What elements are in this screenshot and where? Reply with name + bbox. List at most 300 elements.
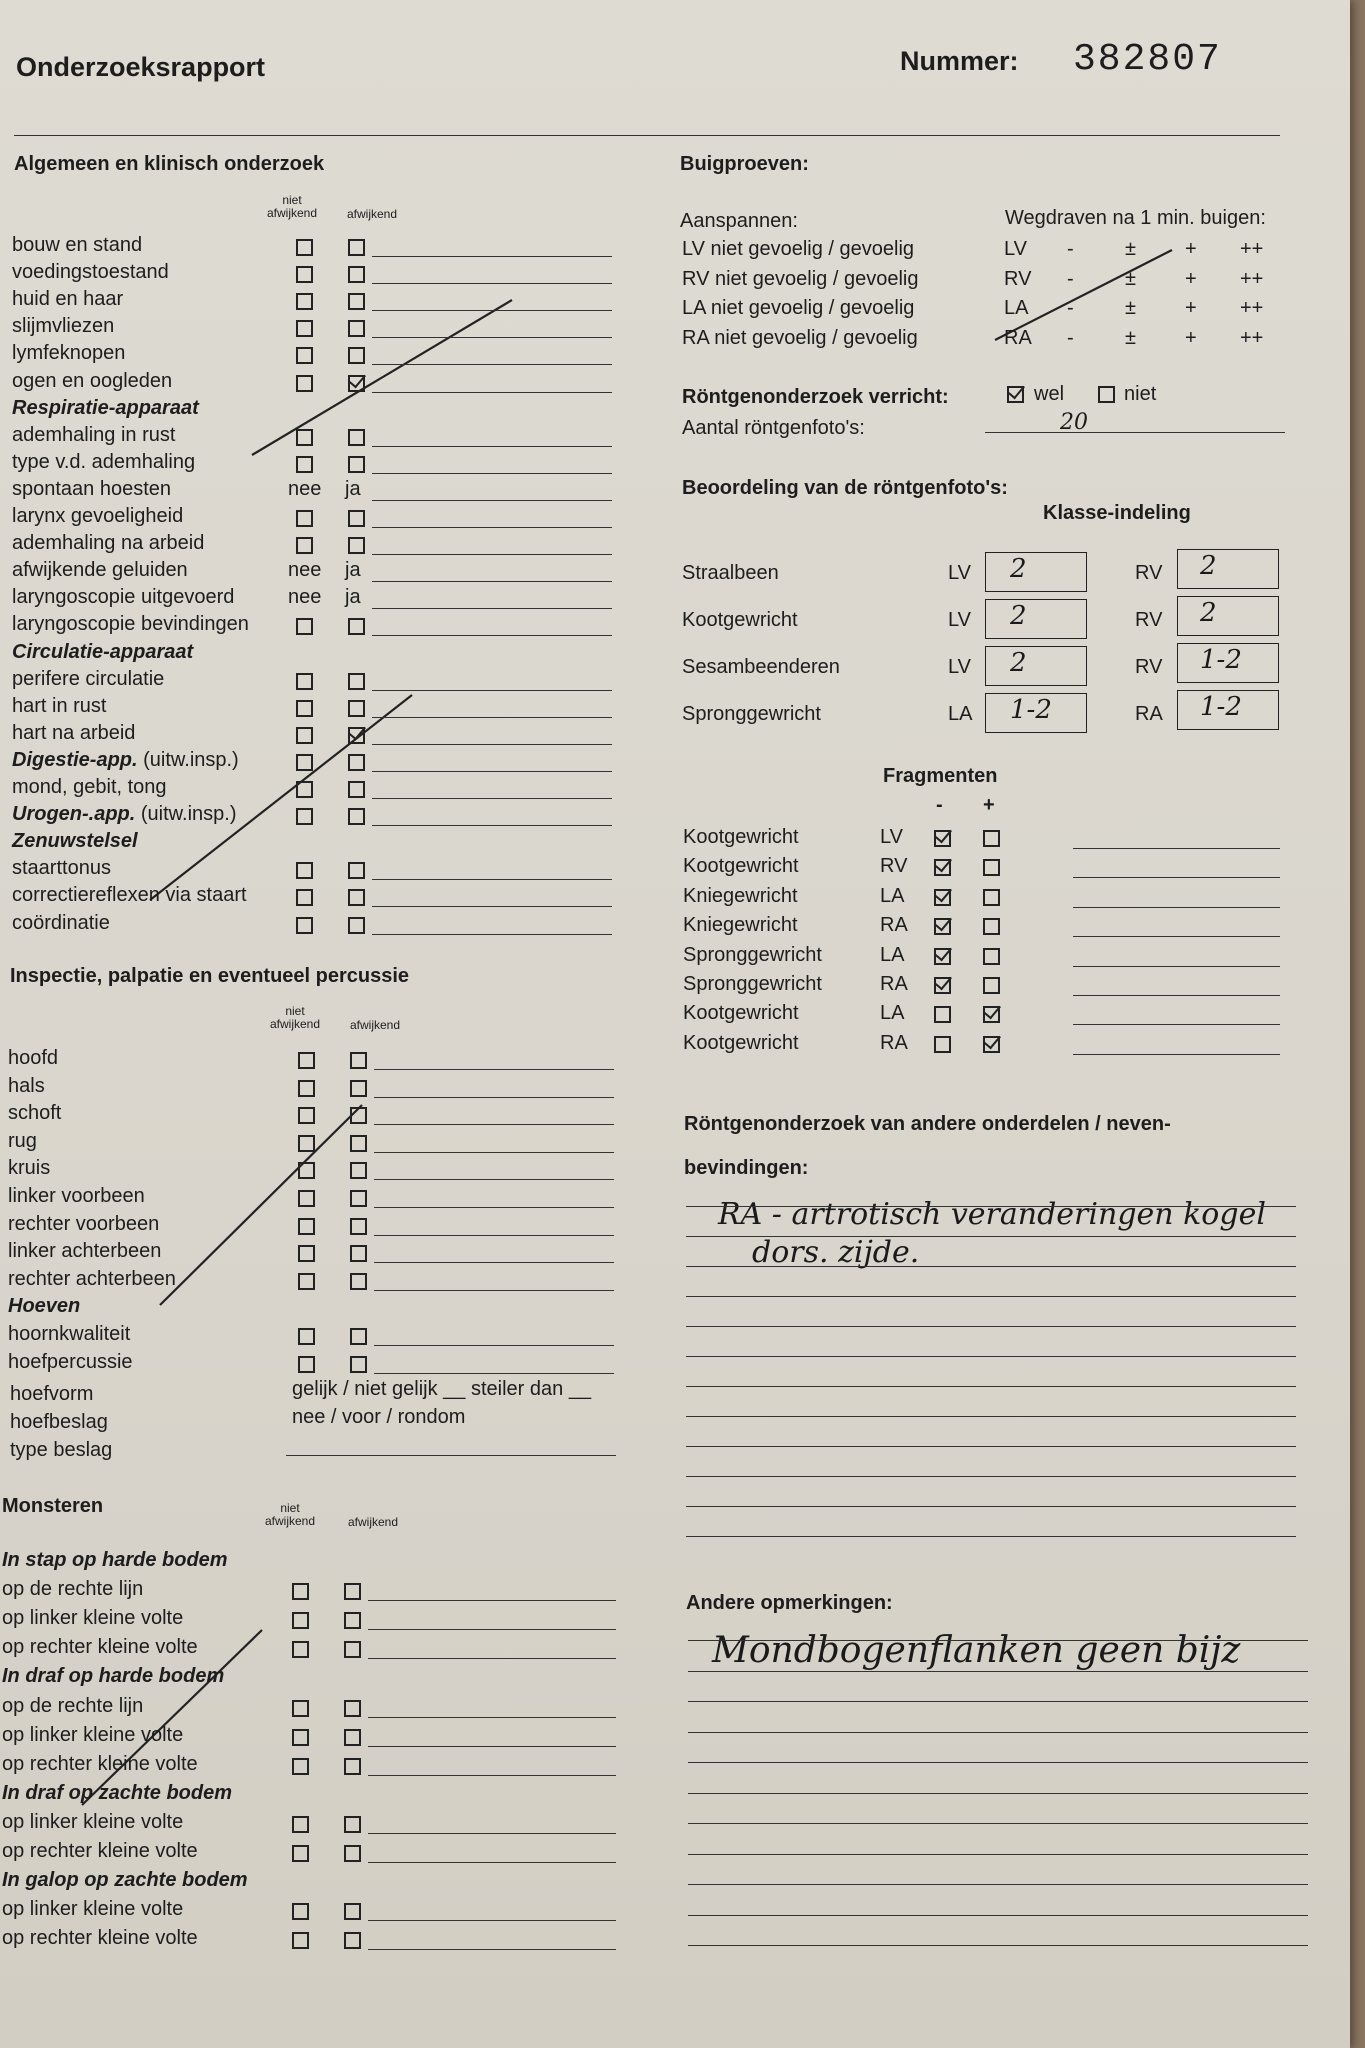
klasse-title: Klasse-indeling xyxy=(1043,502,1191,524)
aantal-label: Aantal röntgenfoto's: xyxy=(682,417,865,439)
checkbox-afwijkend[interactable] xyxy=(350,1190,367,1207)
crossout-stroke-3 xyxy=(160,1105,362,1305)
nee-option[interactable]: nee xyxy=(288,586,322,609)
klasse-left-value: 1-2 xyxy=(1010,695,1052,725)
checkbox-niet-afwijkend[interactable] xyxy=(298,1328,315,1345)
section-inspectie-title: Inspectie, palpatie en eventueel percussie xyxy=(10,965,410,987)
group-suffix: (uitw.insp.) xyxy=(135,803,237,826)
checkbox-afwijkend[interactable] xyxy=(350,1107,367,1124)
fill-line xyxy=(368,1629,616,1630)
frag-plus-header: + xyxy=(983,794,995,816)
frag-row-label: Kootgewricht xyxy=(683,1031,799,1054)
fragmenten-title: Fragmenten xyxy=(883,765,998,787)
frag-leg: RA xyxy=(880,914,908,937)
col-afwijkend-2: afwijkend xyxy=(349,1018,401,1032)
fill-line xyxy=(372,392,612,393)
fill-line xyxy=(372,581,612,582)
frag-leg: LV xyxy=(880,826,903,848)
wel-label: wel xyxy=(1034,383,1065,405)
frag-leg: RA xyxy=(880,1031,908,1054)
crossout-stroke-1 xyxy=(252,300,512,455)
buig-scale-option[interactable]: + xyxy=(1185,238,1197,260)
note-line xyxy=(686,1386,1296,1387)
checkbox-niet-afwijkend[interactable] xyxy=(298,1080,315,1097)
frag-row-label: Spronggewricht xyxy=(683,943,822,966)
checkbox-niet-afwijkend[interactable] xyxy=(296,781,313,798)
klasse-left-value: 2 xyxy=(1010,648,1027,678)
checkbox-niet-afwijkend[interactable] xyxy=(296,917,313,934)
checkbox-afwijkend[interactable] xyxy=(348,320,365,337)
ja-option[interactable]: ja xyxy=(345,586,361,609)
checkbox-niet-afwijkend[interactable] xyxy=(296,618,313,635)
frag-leg: LA xyxy=(880,943,905,966)
checkbox-niet-afwijkend[interactable] xyxy=(292,1641,309,1658)
fill-line xyxy=(368,1833,616,1834)
fill-line xyxy=(372,934,612,935)
fill-line xyxy=(374,1262,614,1263)
klasse-left-leg: LV xyxy=(948,609,971,631)
row-label-ademhaling-in-rust: ademhaling in rust xyxy=(12,423,176,446)
note-line xyxy=(688,1823,1308,1824)
section-algemeen-title: Algemeen en klinisch onderzoek xyxy=(14,153,325,175)
buig-scale-option[interactable]: - xyxy=(1067,297,1074,319)
col-niet-text: niet xyxy=(282,193,302,207)
fill-line xyxy=(368,1862,616,1863)
checkbox-afwijkend[interactable] xyxy=(348,375,365,392)
note-line xyxy=(688,1671,1308,1672)
checkbox-niet-afwijkend[interactable] xyxy=(292,1583,309,1600)
fill-line xyxy=(372,527,612,528)
col-niet-text-3: niet xyxy=(280,1501,300,1515)
checkbox-afwijkend[interactable] xyxy=(344,1932,361,1949)
checkbox-afwijkend[interactable] xyxy=(344,1845,361,1862)
fill-line xyxy=(374,1097,614,1098)
fill-line xyxy=(372,608,612,609)
frag-row-label: Kniegewricht xyxy=(683,884,798,907)
checkbox-niet-afwijkend[interactable] xyxy=(298,1356,315,1373)
row-label-hoornkwaliteit: hoornkwaliteit xyxy=(8,1323,131,1345)
checkbox-afwijkend[interactable] xyxy=(348,808,365,825)
group-in-draf-op-harde-bodem: In draf op harde bodem xyxy=(2,1665,225,1688)
niet-label: niet xyxy=(1124,383,1157,405)
fill-line xyxy=(372,446,612,447)
row-label-lymfeknopen: lymfeknopen xyxy=(12,342,126,365)
fill-line xyxy=(374,1069,614,1070)
checkbox-afwijkend[interactable] xyxy=(344,1729,361,1746)
checkbox-niet-afwijkend[interactable] xyxy=(292,1903,309,1920)
buig-scale-option[interactable]: ± xyxy=(1125,238,1136,260)
fill-line xyxy=(372,500,612,501)
buig-scale-option[interactable]: ± xyxy=(1125,297,1136,319)
row-label-ogen-en-oogleden: ogen en oogleden xyxy=(12,369,173,392)
row-label-laryngoscopie-uitgevoerd: laryngoscopie uitgevoerd xyxy=(12,586,235,609)
andere-title-1: Röntgenonderzoek van andere onderdelen / neven- xyxy=(684,1113,1171,1135)
nee-option[interactable]: nee xyxy=(288,559,322,582)
hoefvorm-value: gelijk / niet gelijk __ steiler dan __ xyxy=(292,1378,592,1400)
buig-scale-option[interactable]: ± xyxy=(1125,267,1136,290)
note-line xyxy=(686,1296,1296,1297)
checkbox-afwijkend[interactable] xyxy=(344,1758,361,1775)
checkbox-niet-afwijkend[interactable] xyxy=(296,320,313,337)
fill-line xyxy=(372,635,612,636)
row-label-op-rechter-kleine-volte: op rechter kleine volte xyxy=(2,1752,198,1775)
checkbox-niet-afwijkend[interactable] xyxy=(296,375,313,392)
checkbox-afwijkend[interactable] xyxy=(348,537,365,554)
row-label-correctiereflexen-via-staart: correctiereflexen via staart xyxy=(12,884,247,907)
checkbox-niet-afwijkend[interactable] xyxy=(292,1729,309,1746)
checkbox-niet-afwijkend[interactable] xyxy=(296,673,313,690)
checkbox-afwijkend[interactable] xyxy=(348,700,365,717)
checkbox-afwijkend[interactable] xyxy=(350,1356,367,1373)
klasse-right-leg: RV xyxy=(1135,562,1163,584)
checkbox-afwijkend[interactable] xyxy=(344,1816,361,1833)
klasse-row-label: Straalbeen xyxy=(682,562,779,584)
checkbox-niet-afwijkend[interactable] xyxy=(296,862,313,879)
buig-leg: RA xyxy=(1004,326,1032,349)
klasse-left-value: 2 xyxy=(1010,554,1027,584)
checkbox-afwijkend[interactable] xyxy=(350,1080,367,1097)
klasse-left-box[interactable] xyxy=(985,646,1087,686)
checkbox-afwijkend[interactable] xyxy=(350,1328,367,1345)
checkbox-afwijkend[interactable] xyxy=(344,1641,361,1658)
frag-plus-checkbox[interactable] xyxy=(983,859,1000,876)
note-line xyxy=(686,1416,1296,1417)
klasse-right-box[interactable] xyxy=(1177,596,1279,636)
row-label-mond-gebit-tong: mond, gebit, tong xyxy=(12,776,167,798)
row-label-bouw-en-stand: bouw en stand xyxy=(12,234,143,256)
klasse-right-value: 1-2 xyxy=(1200,692,1242,722)
checkbox-niet-afwijkend[interactable] xyxy=(298,1245,315,1262)
checkbox-afwijkend[interactable] xyxy=(348,781,365,798)
checkbox-niet-afwijkend[interactable] xyxy=(298,1162,315,1179)
group-in-draf-op-zachte-bodem: In draf op zachte bodem xyxy=(2,1781,233,1804)
row-label-slijmvliezen: slijmvliezen xyxy=(12,315,115,338)
frag-plus-checkbox[interactable] xyxy=(983,977,1000,994)
buig-leg: LA xyxy=(1004,297,1029,319)
frag-plus-checkbox[interactable] xyxy=(983,948,1000,965)
fill-line xyxy=(374,1207,614,1208)
buigproeven-title: Buigproeven: xyxy=(680,153,809,175)
checkbox-niet-afwijkend[interactable] xyxy=(292,1758,309,1775)
andere-title-2: bevindingen: xyxy=(684,1157,809,1179)
checkbox-niet-afwijkend[interactable] xyxy=(296,727,313,744)
fill-line xyxy=(374,1290,614,1291)
checkbox-niet-afwijkend[interactable] xyxy=(298,1135,315,1152)
klasse-row-label: Sesambeenderen xyxy=(682,656,840,678)
ja-option[interactable]: ja xyxy=(345,559,361,582)
checkbox-niet-afwijkend[interactable] xyxy=(296,889,313,906)
checkbox-niet-afwijkend[interactable] xyxy=(298,1190,315,1207)
hoefbeslag-label: hoefbeslag xyxy=(10,1411,108,1433)
fill-line xyxy=(368,1658,616,1659)
aantal-value: 20 xyxy=(1060,410,1088,435)
opmerkingen-handwriting: Mondbogenflanken geen bijz xyxy=(712,1630,1241,1671)
checkbox-niet-afwijkend[interactable] xyxy=(296,537,313,554)
checkbox-afwijkend[interactable] xyxy=(348,239,365,256)
group-circulatie-apparaat: Circulatie-apparaat xyxy=(12,640,194,663)
hoefbeslag-value: nee / voor / rondom xyxy=(292,1406,466,1428)
checkbox-afwijkend[interactable] xyxy=(348,456,365,473)
note-line xyxy=(686,1206,1296,1207)
fill-line xyxy=(372,310,612,311)
row-label-schoft: schoft xyxy=(8,1102,62,1125)
opmerkingen-title: Andere opmerkingen: xyxy=(686,1592,893,1614)
frag-minus-checkbox[interactable] xyxy=(934,859,951,876)
fill-line xyxy=(372,798,612,799)
note-line xyxy=(686,1446,1296,1447)
klasse-row-label: Kootgewricht xyxy=(682,609,798,631)
group-label: Urogen-.app. xyxy=(12,803,136,826)
frag-minus-checkbox[interactable] xyxy=(934,830,951,847)
checkbox-afwijkend[interactable] xyxy=(344,1612,361,1629)
note-line xyxy=(688,1762,1308,1763)
checkbox-afwijkend[interactable] xyxy=(350,1273,367,1290)
buig-scale-option[interactable]: + xyxy=(1185,326,1197,349)
row-label-laryngoscopie-bevindingen: laryngoscopie bevindingen xyxy=(12,613,249,636)
group-urogen-app xyxy=(12,803,237,826)
checkbox-afwijkend[interactable] xyxy=(350,1135,367,1152)
row-label-op-rechter-kleine-volte: op rechter kleine volte xyxy=(2,1840,198,1862)
row-label-co-rdinatie: coördinatie xyxy=(12,911,110,934)
checkbox-niet-afwijkend[interactable] xyxy=(298,1052,315,1069)
fill-line xyxy=(368,1600,616,1601)
klasse-right-leg: RA xyxy=(1135,703,1163,725)
frag-minus-checkbox[interactable] xyxy=(934,1006,951,1023)
klasse-right-leg: RV xyxy=(1135,656,1163,678)
buig-scale-option[interactable]: ± xyxy=(1125,326,1136,349)
buig-row-label: LA niet gevoelig / gevoelig xyxy=(682,297,915,319)
checkbox-afwijkend[interactable] xyxy=(348,673,365,690)
note-line xyxy=(686,1326,1296,1327)
note-line xyxy=(686,1236,1296,1237)
checkbox-niet-afwijkend[interactable] xyxy=(298,1273,315,1290)
group-in-stap-op-harde-bodem: In stap op harde bodem xyxy=(2,1549,228,1571)
row-label-linker-voorbeen: linker voorbeen xyxy=(8,1185,145,1207)
buig-scale-option[interactable]: + xyxy=(1185,267,1197,290)
aanspannen-label: Aanspannen: xyxy=(680,210,798,232)
klasse-left-leg: LV xyxy=(948,656,971,678)
frag-plus-checkbox[interactable] xyxy=(983,918,1000,935)
row-label-staarttonus: staarttonus xyxy=(12,857,111,880)
frag-plus-checkbox[interactable] xyxy=(983,1036,1000,1053)
row-label-op-linker-kleine-volte: op linker kleine volte xyxy=(2,1607,184,1630)
report-number: 382807 xyxy=(1073,38,1222,81)
report-title: Onderzoeksrapport xyxy=(16,52,266,82)
number-label: Nummer: xyxy=(900,46,1019,76)
checkbox-afwijkend[interactable] xyxy=(350,1245,367,1262)
fill-line xyxy=(372,717,612,718)
row-label-afwijkende-geluiden: afwijkende geluiden xyxy=(12,559,188,582)
hoefvorm-label: hoefvorm xyxy=(10,1383,94,1405)
frag-minus-checkbox[interactable] xyxy=(934,977,951,994)
note-line xyxy=(688,1854,1308,1855)
checkbox-niet-afwijkend[interactable] xyxy=(296,510,313,527)
checkbox-niet-afwijkend[interactable] xyxy=(296,293,313,310)
row-label-hart-na-arbeid: hart na arbeid xyxy=(12,721,136,744)
col-afwijkend-3: afwijkend xyxy=(347,1515,399,1529)
frag-line xyxy=(1073,1024,1280,1025)
buig-row-label: RA niet gevoelig / gevoelig xyxy=(682,326,918,349)
checkbox-afwijkend[interactable] xyxy=(348,347,365,364)
buig-scale-option[interactable]: - xyxy=(1067,238,1074,260)
row-label-hart-in-rust: hart in rust xyxy=(12,694,107,717)
checkbox-niet-afwijkend[interactable] xyxy=(296,456,313,473)
row-label-op-rechter-kleine-volte: op rechter kleine volte xyxy=(2,1927,198,1950)
checkbox-afwijkend[interactable] xyxy=(348,510,365,527)
col-afwijkend-text-3: afwijkend xyxy=(264,1514,316,1528)
checkbox-afwijkend[interactable] xyxy=(348,293,365,310)
buig-row-label: RV niet gevoelig / gevoelig xyxy=(682,267,919,290)
checkbox-niet-afwijkend[interactable] xyxy=(292,1700,309,1717)
frag-line xyxy=(1073,1054,1280,1055)
frag-row-label: Spronggewricht xyxy=(683,973,822,995)
klasse-left-leg: LV xyxy=(948,562,971,584)
group-in-galop-op-zachte-bodem: In galop op zachte bodem xyxy=(2,1869,248,1892)
row-label-spontaan-hoesten: spontaan hoesten xyxy=(12,477,172,500)
fill-line xyxy=(372,771,612,772)
row-label-larynx-gevoeligheid: larynx gevoeligheid xyxy=(12,505,184,527)
buig-scale-option[interactable]: ++ xyxy=(1240,297,1264,319)
nee-option[interactable]: nee xyxy=(288,477,322,500)
frag-row-label: Kootgewricht xyxy=(683,826,799,848)
checkbox-afwijkend[interactable] xyxy=(348,862,365,879)
checkbox-niet-afwijkend[interactable] xyxy=(296,266,313,283)
group-respiratie-apparaat: Respiratie-apparaat xyxy=(12,396,199,419)
frag-row-label: Kniegewricht xyxy=(683,914,798,937)
row-label-op-linker-kleine-volte: op linker kleine volte xyxy=(2,1810,184,1833)
row-label-ademhaling-na-arbeid: ademhaling na arbeid xyxy=(12,532,205,555)
note-line xyxy=(688,1884,1308,1885)
checkbox-niet-afwijkend[interactable] xyxy=(296,754,313,771)
fill-line xyxy=(372,906,612,907)
checkbox-afwijkend[interactable] xyxy=(348,889,365,906)
group-hoeven: Hoeven xyxy=(8,1295,81,1318)
fill-line xyxy=(372,283,612,284)
buig-scale-option[interactable]: + xyxy=(1185,297,1197,319)
row-label-op-linker-kleine-volte: op linker kleine volte xyxy=(2,1723,184,1746)
frag-row-label: Kootgewricht xyxy=(683,855,799,878)
fill-line xyxy=(368,1920,616,1921)
note-line xyxy=(688,1732,1308,1733)
frag-minus-header: - xyxy=(936,794,943,816)
fill-line xyxy=(374,1235,614,1236)
fill-line xyxy=(374,1345,614,1346)
klasse-row-label: Spronggewricht xyxy=(682,703,821,725)
checkbox-niet-afwijkend[interactable] xyxy=(292,1932,309,1949)
klasse-right-leg: RV xyxy=(1135,609,1163,631)
row-label-type-v-d-ademhaling: type v.d. ademhaling xyxy=(12,450,196,473)
klasse-right-value: 2 xyxy=(1200,598,1217,628)
note-line xyxy=(688,1701,1308,1702)
checkbox-afwijkend[interactable] xyxy=(350,1052,367,1069)
checkbox-afwijkend[interactable] xyxy=(350,1162,367,1179)
klasse-right-value: 1-2 xyxy=(1200,645,1242,675)
row-label-op-de-rechte-lijn: op de rechte lijn xyxy=(2,1578,144,1601)
col-afwijkend: afwijkend xyxy=(346,207,398,221)
group-suffix: (uitw.insp.) xyxy=(137,748,239,771)
checkbox-afwijkend[interactable] xyxy=(350,1218,367,1235)
note-line xyxy=(686,1266,1296,1267)
checkbox-niet-afwijkend[interactable] xyxy=(296,429,313,446)
checkbox-niet-afwijkend[interactable] xyxy=(296,239,313,256)
col-afwijkend-text-2: afwijkend xyxy=(269,1017,321,1031)
fill-line xyxy=(372,554,612,555)
row-label-hoofd: hoofd xyxy=(8,1047,59,1069)
fill-line xyxy=(372,690,612,691)
checkbox-niet-afwijkend[interactable] xyxy=(296,347,313,364)
buig-leg: RV xyxy=(1004,267,1032,290)
fill-line xyxy=(372,744,612,745)
frag-minus-checkbox[interactable] xyxy=(934,948,951,965)
fill-line xyxy=(372,879,612,880)
row-label-linker-achterbeen: linker achterbeen xyxy=(8,1240,162,1263)
buig-row-label: LV niet gevoelig / gevoelig xyxy=(682,238,915,260)
buig-scale-option[interactable]: ++ xyxy=(1240,238,1264,260)
checkbox-afwijkend[interactable] xyxy=(348,754,365,771)
checkbox-niet-afwijkend[interactable] xyxy=(296,808,313,825)
checkbox-niet-afwijkend[interactable] xyxy=(292,1845,309,1862)
checkbox-niet-afwijkend[interactable] xyxy=(292,1612,309,1629)
buig-scale-option[interactable]: ++ xyxy=(1240,326,1264,349)
group-digestie-app xyxy=(12,749,239,772)
checkbox-niet-afwijkend[interactable] xyxy=(298,1218,315,1235)
buig-scale-option[interactable]: - xyxy=(1067,326,1074,349)
checkbox-afwijkend[interactable] xyxy=(348,429,365,446)
checkbox-afwijkend[interactable] xyxy=(348,917,365,934)
buig-scale-option[interactable]: - xyxy=(1067,267,1074,290)
row-label-op-rechter-kleine-volte: op rechter kleine volte xyxy=(2,1636,198,1659)
fill-line xyxy=(368,1775,616,1776)
checkbox-afwijkend[interactable] xyxy=(348,727,365,744)
frag-line xyxy=(1073,848,1280,849)
frag-minus-checkbox[interactable] xyxy=(934,1036,951,1053)
frag-plus-checkbox[interactable] xyxy=(983,889,1000,906)
klasse-right-box[interactable] xyxy=(1177,549,1279,589)
frag-minus-checkbox[interactable] xyxy=(934,918,951,935)
row-label-voedingstoestand: voedingstoestand xyxy=(12,261,169,284)
klasse-left-box[interactable] xyxy=(985,599,1087,639)
ja-option[interactable]: ja xyxy=(345,477,361,500)
frag-minus-checkbox[interactable] xyxy=(934,889,951,906)
klasse-left-box[interactable] xyxy=(985,552,1087,592)
row-label-hals: hals xyxy=(8,1074,45,1097)
note-line xyxy=(686,1356,1296,1357)
buig-leg: LV xyxy=(1004,238,1027,260)
frag-plus-checkbox[interactable] xyxy=(983,1006,1000,1023)
checkbox-niet-afwijkend[interactable] xyxy=(298,1107,315,1124)
checkbox-niet-afwijkend[interactable] xyxy=(292,1816,309,1833)
frag-leg: RA xyxy=(880,973,908,995)
checkbox-afwijkend[interactable] xyxy=(344,1903,361,1920)
fill-line xyxy=(374,1152,614,1153)
buig-scale-option[interactable]: ++ xyxy=(1240,267,1264,290)
fill-line xyxy=(372,825,612,826)
rontgen-label: Röntgenonderzoek verricht: xyxy=(682,386,949,408)
row-label-perifere-circulatie: perifere circulatie xyxy=(12,667,165,690)
group-label: Digestie-app. xyxy=(12,748,138,771)
fill-line xyxy=(372,364,612,365)
checkbox-afwijkend[interactable] xyxy=(348,266,365,283)
checkbox-afwijkend[interactable] xyxy=(344,1583,361,1600)
checkbox-niet-afwijkend[interactable] xyxy=(296,700,313,717)
klasse-left-value: 2 xyxy=(1010,601,1027,631)
note-line xyxy=(688,1640,1308,1641)
frag-plus-checkbox[interactable] xyxy=(983,830,1000,847)
fill-line xyxy=(372,256,612,257)
col-niet-text-2: niet xyxy=(285,1004,305,1018)
checkbox-afwijkend[interactable] xyxy=(344,1700,361,1717)
checkbox-afwijkend[interactable] xyxy=(348,618,365,635)
